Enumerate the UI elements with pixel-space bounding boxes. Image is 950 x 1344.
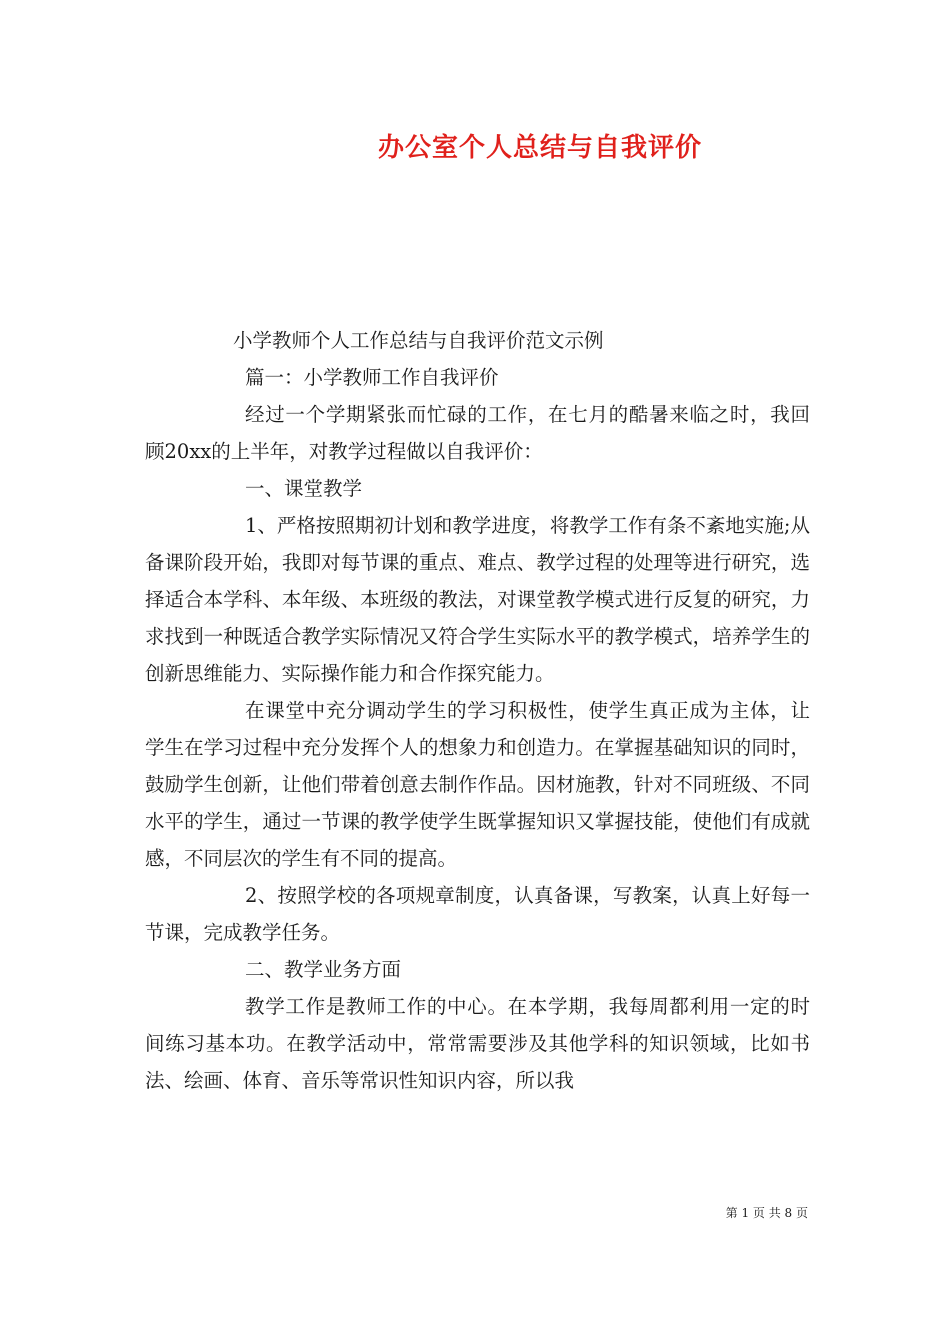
page-number: 第 1 页 共 8 页 (725, 1206, 808, 1220)
paragraph: 2、按照学校的各项规章制度，认真备课，写教案，认真上好每一节课，完成教学任务。 (145, 884, 810, 944)
section-heading: 一、课堂教学 (245, 477, 363, 500)
document-subtitle: 小学教师个人工作总结与自我评价范文示例 (233, 329, 604, 352)
document-body (145, 322, 810, 1099)
paragraph: 经过一个学期紧张而忙碌的工作，在七月的酷暑来临之时，我回顾20xx的上半年，对教学过程做以自我评价： (145, 403, 810, 463)
section-heading: 二、教学业务方面 (245, 958, 402, 981)
paragraph: 教学工作是教师工作的中心。在本学期，我每周都利用一定的时间练习基本功。在教学活动中，常常需要涉及其他学科的知识领域，比如书法、绘画、体育、音乐等常识性知识内容，所以我 (145, 995, 810, 1092)
document-title: 办公室个人总结与自我评价 (377, 133, 702, 163)
paragraph: 在课堂中充分调动学生的学习积极性，使学生真正成为主体，让学生在学习过程中充分发挥个人的想象力和创造力。在掌握基础知识的同时，鼓励学生创新，让他们带着创意去制作作品。因材施教，针对不同班级、不同水平的学生，通过一节课的教学使学生既掌握知识又掌握技能，使他们有成就感，不同层次的学生有不同的提高。 (145, 699, 810, 870)
paragraph: 篇一：小学教师工作自我评价 (245, 366, 499, 389)
paragraph: 1、严格按照期初计划和教学进度，将教学工作有条不紊地实施;从备课阶段开始，我即对每节课的重点、难点、教学过程的处理等进行研究，选择适合本学科、本年级、本班级的教法，对课堂教学模式进行反复的研究，力求找到一种既适合教学实际情况又符合学生实际水平的教学模式，培养学生的创新思维能力、实际操作能力和合作探究能力。 (145, 514, 810, 685)
